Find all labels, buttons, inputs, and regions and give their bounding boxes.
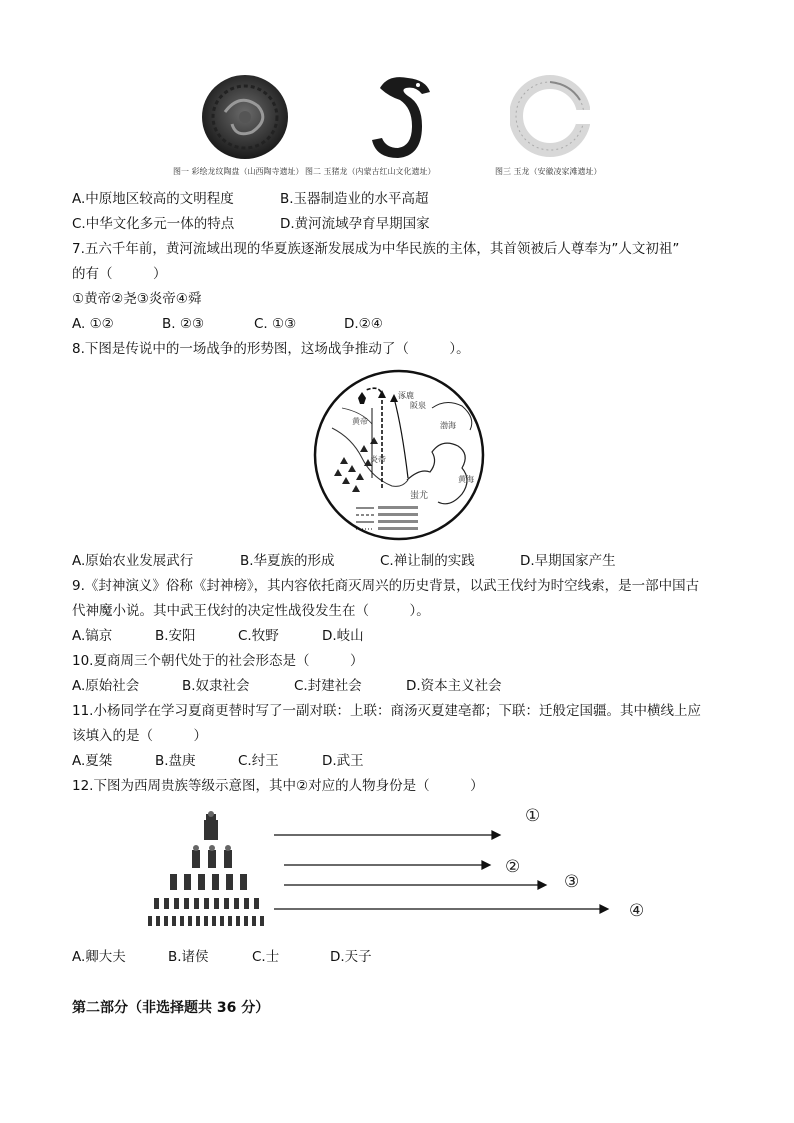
q8-battle-map: [312, 368, 486, 542]
figure-1-painted-plate: [200, 72, 290, 162]
q12-option-a[interactable]: A.卿大夫: [72, 949, 126, 965]
figure-2-caption: 图二 玉猪龙（内蒙古红山文化遗址）: [305, 167, 436, 176]
q8-option-d[interactable]: D.早期国家产生: [520, 553, 616, 569]
q11-option-d[interactable]: D.武王: [322, 753, 364, 769]
map-label-huanghai: 黄海: [458, 475, 474, 484]
q10-option-b[interactable]: B.奴隶社会: [182, 678, 250, 694]
q9-stem-line1: 9.《封神演义》俗称《封神榜》，其内容依托商灭周兴的历史背景，以武王伐纣为时空线索，是一部中国古: [72, 578, 700, 594]
figure-3-jade-dragon: [510, 70, 590, 162]
q12-option-b[interactable]: B.诸侯: [168, 949, 209, 965]
map-label-bohai: 渤海: [440, 421, 456, 430]
q8-option-a[interactable]: A.原始农业发展武行: [72, 553, 194, 569]
q7-option-a[interactable]: A. ①②: [72, 316, 114, 332]
q10-option-a[interactable]: A.原始社会: [72, 678, 140, 694]
map-label-zhuolu: 涿鹿: [398, 391, 414, 400]
q10-stem: 10.夏商周三个朝代处于的社会形态是（ ）: [72, 653, 364, 669]
map-label-chiyou: 蚩尤: [410, 491, 429, 501]
q7-option-c[interactable]: C. ①③: [254, 316, 297, 332]
map-label-banquan: 阪泉: [410, 401, 426, 410]
q6-option-b[interactable]: B.玉器制造业的水平高超: [280, 191, 429, 207]
figure-2-jade-pig-dragon: [360, 68, 450, 168]
q9-option-c[interactable]: C.牧野: [238, 628, 279, 644]
q8-stem: 8.下图是传说中的一场战争的形势图，这场战争推动了（ ）。: [72, 341, 470, 357]
q6-option-c[interactable]: C.中华文化多元一体的特点: [72, 216, 235, 232]
q11-option-a[interactable]: A.夏桀: [72, 753, 113, 769]
q7-stem-line2: 的有（ ）: [72, 266, 167, 282]
q7-stem-line1: 7.五六千年前，黄河流域出现的华夏族逐渐发展成为中华民族的主体，其首领被后人尊奉为”人文初祖”: [72, 241, 680, 257]
q12-marker-3: ③: [564, 872, 580, 892]
figure-1-caption: 图一 彩绘龙纹陶盘（山西陶寺遗址）: [173, 167, 304, 176]
q12-hierarchy-pyramid: [140, 810, 280, 940]
q8-option-c[interactable]: C.禅让制的实践: [380, 553, 475, 569]
q6-option-a[interactable]: A.中原地区较高的文明程度: [72, 191, 234, 207]
q12-option-d[interactable]: D.天子: [330, 949, 372, 965]
q7-option-d[interactable]: D.②④: [344, 316, 383, 332]
q9-option-d[interactable]: D.岐山: [322, 628, 364, 644]
q8-option-b[interactable]: B.华夏族的形成: [240, 553, 335, 569]
q11-stem-line1: 11.小杨同学在学习夏商更替时写了一副对联：上联：商汤灭夏建亳都；下联：迁般定国疆。其中横线上应: [72, 703, 701, 719]
section-2-title: 第二部分（非选择题共 36 分）: [72, 1000, 270, 1016]
q9-option-a[interactable]: A.镐京: [72, 628, 113, 644]
q12-marker-4: ④: [629, 901, 645, 921]
q12-marker-1: ①: [525, 806, 541, 826]
q12-marker-2: ②: [505, 857, 521, 877]
q12-option-c[interactable]: C.士: [252, 949, 280, 965]
q7-option-b[interactable]: B. ②③: [162, 316, 205, 332]
q9-option-b[interactable]: B.安阳: [155, 628, 196, 644]
map-label-yandi: 炎帝: [370, 455, 386, 464]
q11-option-b[interactable]: B.盘庚: [155, 753, 196, 769]
q10-option-d[interactable]: D.资本主义社会: [406, 678, 502, 694]
q11-option-c[interactable]: C.纣王: [238, 753, 279, 769]
q7-items: ①黄帝②尧③炎帝④舜: [72, 291, 202, 307]
q10-option-c[interactable]: C.封建社会: [294, 678, 362, 694]
q9-stem-line2: 代神魔小说。其中武王伐纣的决定性战役发生在（ ）。: [72, 603, 430, 619]
figure-3-caption: 图三 玉龙（安徽凌家滩遗址）: [495, 167, 602, 176]
q12-stem: 12.下图为西周贵族等级示意图，其中②对应的人物身份是（ ）: [72, 778, 484, 794]
q11-stem-line2: 该填入的是（ ）: [72, 728, 207, 744]
map-label-huangdi: 黄帝: [352, 417, 368, 426]
q6-option-d[interactable]: D.黄河流域孕育早期国家: [280, 216, 430, 232]
